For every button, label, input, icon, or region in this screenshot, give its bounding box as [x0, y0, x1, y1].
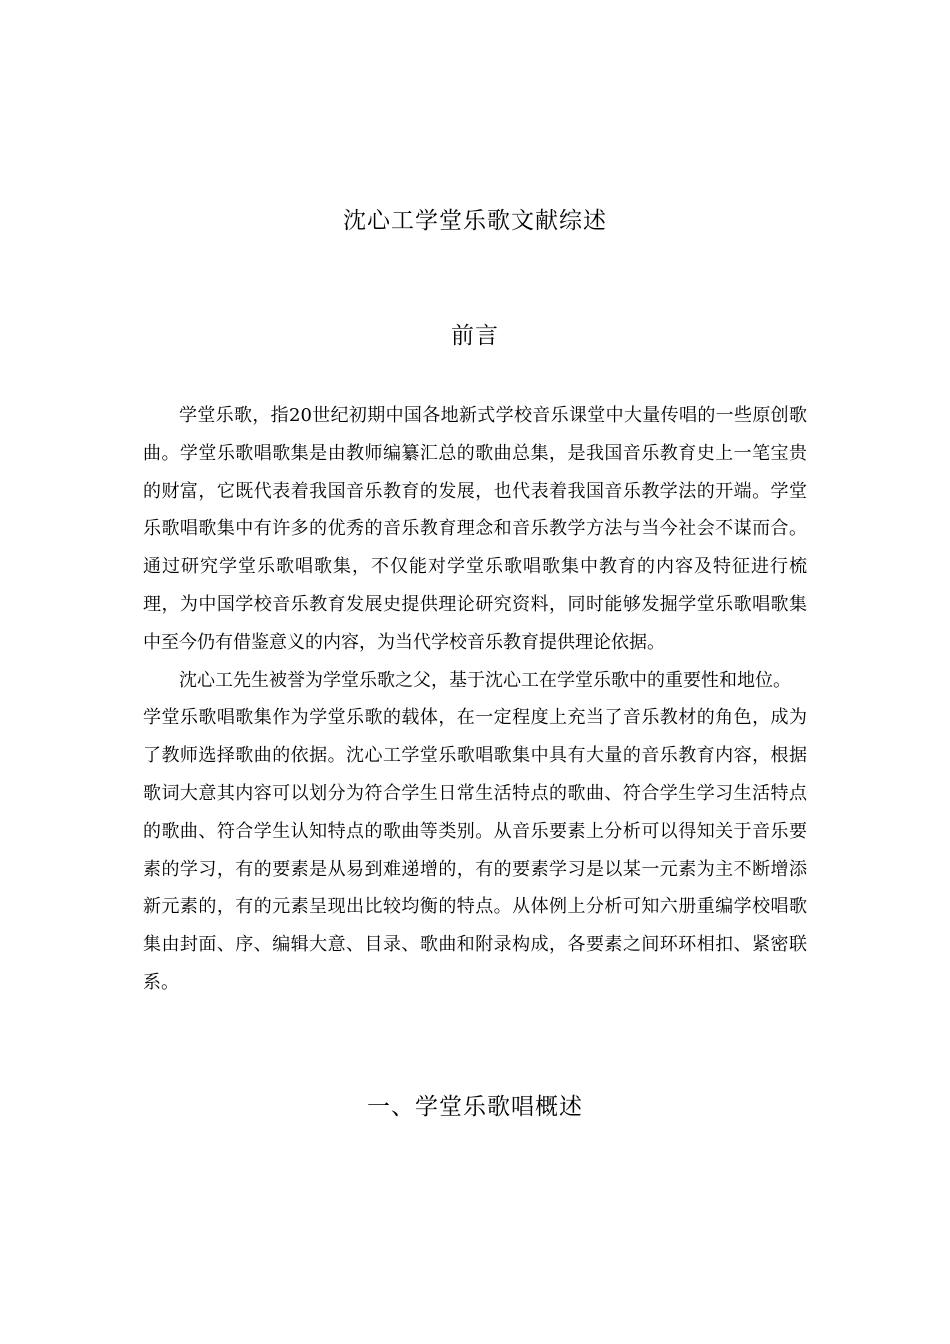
paragraph: 学堂乐歌，指20世纪初期中国各地新式学校音乐课堂中大量传唱的一些原创歌曲。学堂乐歌唱歌集是由教师编纂汇总的歌曲总集，是我国音乐教育史上一笔宝贵的财富，它既代表着我国音乐教育的发展，也代表着我国音乐教学法的开端。学堂乐歌唱歌集中有许多的优秀的音乐教育理念和音乐教学方法与当今社会不谋而合。通过研究学堂乐歌唱歌集，不仅能对学堂乐歌唱歌集中教育的内容及特征进行梳理，为中国学校音乐教育发展史提供理论研究资料，同时能够发掘学堂乐歌唱歌集中至今仍有借鉴意义的内容，为当代学校音乐教育提供理论依据。 [143, 405, 807, 653]
document-title: 沈心工学堂乐歌文献综述 [343, 208, 607, 234]
section-heading-preface: 前言 [451, 323, 499, 349]
paragraph: 学堂乐歌唱歌集作为学堂乐歌的载体，在一定程度上充当了音乐教材的角色，成为了教师选择歌曲的依据。沈心工学堂乐歌唱歌集中具有大量的音乐教育内容，根据歌词大意其内容可以划分为符合学生日常生活特点的歌曲、符合学生学习生活特点的歌曲、符合学生认知特点的歌曲等类别。从音乐要素上分析可以得知关于音乐要素的学习，有的要素是从易到难递增的，有的要素学习是以某一元素为主不断增添新元素的，有的元素呈现出比较均衡的特点。从体例上分析可知六册重编学校唱歌集由封面、序、编辑大意、目录、歌曲和附录构成，各要素之间环环相扣、紧密联系。 [143, 707, 807, 993]
paragraph: 沈心工先生被誉为学堂乐歌之父，基于沈心工在学堂乐歌中的重要性和地位。 [179, 669, 791, 691]
section-heading-overview: 一、学堂乐歌唱概述 [367, 1094, 583, 1120]
preface-body [143, 397, 807, 1002]
